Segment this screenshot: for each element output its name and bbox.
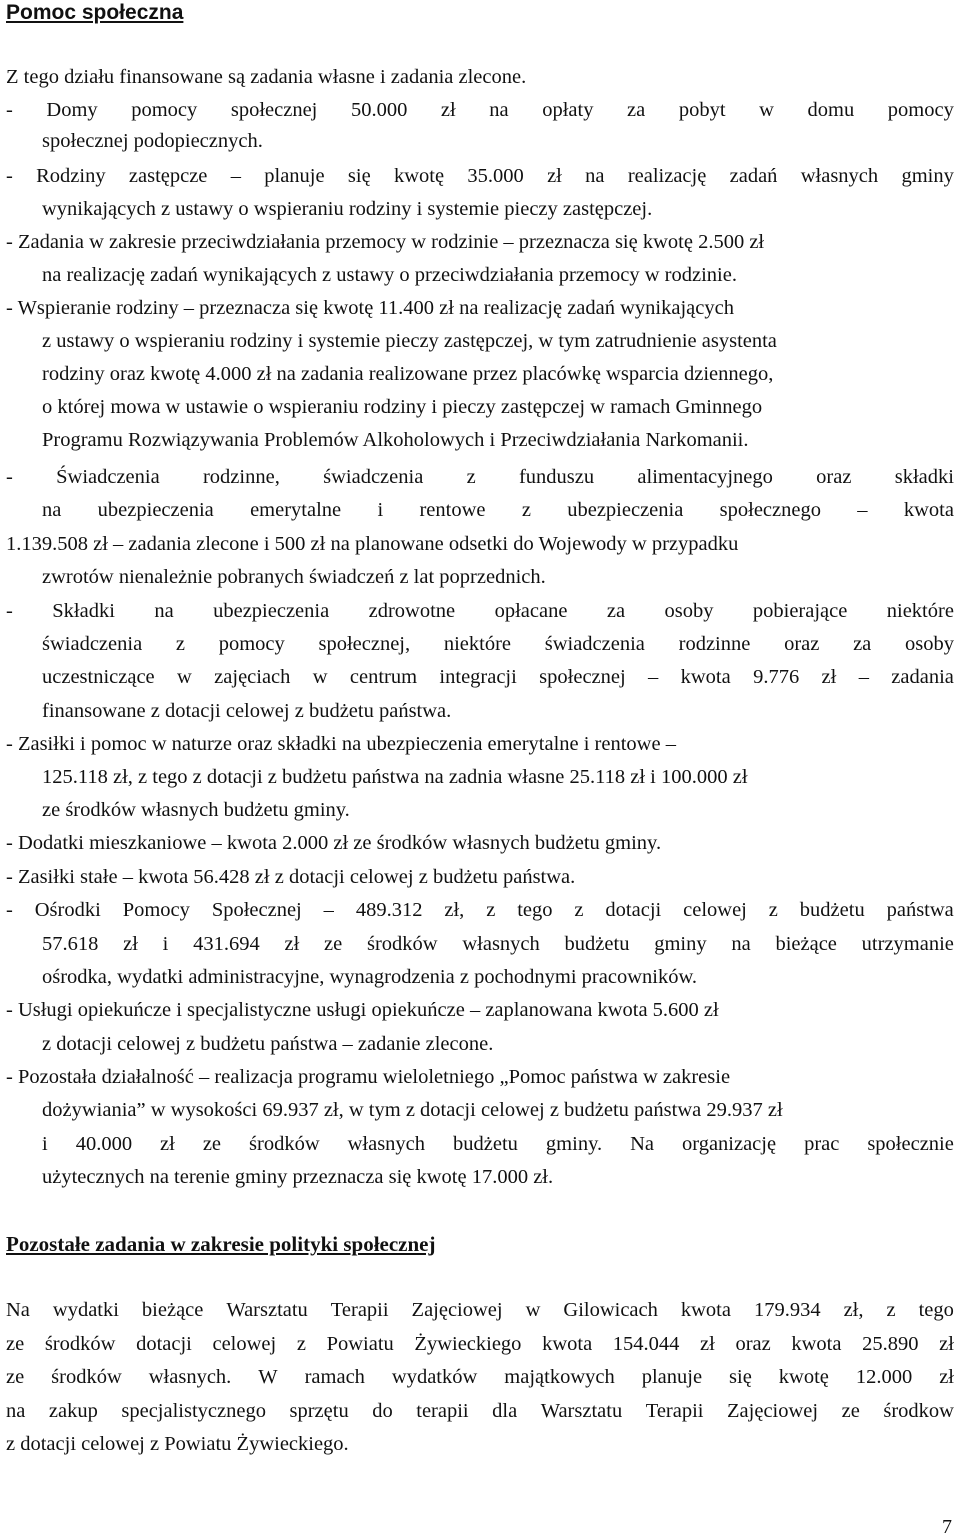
word: ubezpieczenia <box>213 600 330 622</box>
word: na <box>731 933 751 955</box>
word: wydatków <box>391 1366 478 1388</box>
word: celowej <box>683 899 747 921</box>
word: wydatki <box>52 1299 119 1321</box>
text-line: zwrotów nienależnie pobranych świadczeń z lat poprzednich. <box>42 566 546 588</box>
word: i <box>377 499 384 521</box>
text-line: - Zadania w zakresie przeciwdziałania przemocy w rodzinie – przeznacza się kwotę 2.500 zł <box>6 231 765 253</box>
word: opłacane <box>494 600 568 622</box>
word: organizację <box>681 1133 777 1155</box>
word: 40.000 <box>75 1133 133 1155</box>
text-line: wynikających z ustawy o wspieraniu rodziny i systemie pieczy zastępczej. <box>42 198 653 220</box>
word: planuje <box>641 1366 703 1388</box>
word: gminy <box>654 933 707 955</box>
word: ze <box>6 1366 25 1388</box>
text-line: - Usługi opiekuńcze i specjalistyczne usługi opiekuńcze – zaplanowana kwota 5.600 zł <box>6 999 719 1021</box>
word: do <box>372 1400 393 1422</box>
word: - <box>6 466 13 488</box>
word: społecznej <box>539 666 626 688</box>
text-line <box>42 631 954 657</box>
word: zdrowotne <box>368 600 456 622</box>
word: za <box>627 99 646 121</box>
word: w <box>312 666 328 688</box>
word: osoby <box>905 633 954 655</box>
text-line <box>42 497 954 523</box>
word: świadczenia <box>42 633 143 655</box>
word: Terapii <box>330 1299 389 1321</box>
word: niektóre <box>886 600 954 622</box>
word: 12.000 <box>855 1366 913 1388</box>
word: funduszu <box>518 466 595 488</box>
word: Domy <box>46 99 98 121</box>
text-line: finansowane z dotacji celowej z budżetu państwa. <box>42 700 452 722</box>
word: pobierające <box>752 600 848 622</box>
word: – <box>323 899 334 921</box>
word: ubezpieczenia <box>567 499 684 521</box>
word: społecznie <box>867 1133 954 1155</box>
word: społecznego <box>719 499 821 521</box>
word: zł <box>939 1366 954 1388</box>
word: kwota <box>791 1333 842 1355</box>
word: Warsztatu <box>540 1400 623 1422</box>
text-line: społecznej podopiecznych. <box>42 130 263 152</box>
word: budżetu <box>799 899 865 921</box>
word: realizację <box>627 165 707 187</box>
word: własnych <box>347 1133 426 1155</box>
word: Na <box>6 1299 30 1321</box>
word: społecznej, <box>318 633 411 655</box>
text-line <box>6 598 954 624</box>
word: 9.776 <box>753 666 800 688</box>
word: kwota <box>542 1333 593 1355</box>
word: alimentacyjnego <box>637 466 773 488</box>
text-line: - Dodatki mieszkaniowe – kwota 2.000 zł ze środków własnych budżetu gminy. <box>6 832 662 854</box>
word: zł, <box>843 1299 864 1321</box>
word: dotacji <box>136 1333 192 1355</box>
word: świadczenia <box>323 466 424 488</box>
word: i <box>162 933 169 955</box>
text-line: z ustawy o wspieraniu rodziny i systemie pieczy zastępczej, w tym zatrudnienie asystenta <box>42 330 777 352</box>
word: emerytalne <box>250 499 342 521</box>
word: budżetu <box>453 1133 518 1155</box>
word: zł <box>700 1333 715 1355</box>
text-line: Programu Rozwiązywania Problemów Alkoholowych i Przeciwdziałania Narkomanii. <box>42 429 749 451</box>
text-line: na realizację zadań wynikających z ustawy o przeciwdziałania przemocy w rodzinie. <box>42 264 737 286</box>
word: za <box>853 633 872 655</box>
word: ze <box>841 1400 860 1422</box>
word: Pomocy <box>122 899 190 921</box>
word: Społecznej <box>211 899 302 921</box>
word: Rodziny <box>36 165 106 187</box>
word: 25.890 <box>862 1333 919 1355</box>
word: zł <box>547 165 562 187</box>
word: na <box>42 499 62 521</box>
word: - <box>6 99 13 121</box>
word: w <box>177 666 192 688</box>
word: pobyt <box>678 99 726 121</box>
word: zł <box>440 99 456 121</box>
word: – <box>648 666 659 688</box>
word: zł <box>123 933 138 955</box>
word: Powiatu <box>326 1333 394 1355</box>
word: kwota <box>680 1299 731 1321</box>
text-line <box>6 1331 954 1357</box>
word: na <box>6 1400 26 1422</box>
word: majątkowych <box>504 1366 615 1388</box>
word: rodzinne, <box>202 466 280 488</box>
word: 179.934 <box>753 1299 821 1321</box>
text-line: 125.118 zł, z tego z dotacji z budżetu państwa na zadnia własne 25.118 zł i 100.000 zł <box>42 766 748 788</box>
word: prac <box>804 1133 840 1155</box>
word: gminy. <box>545 1133 603 1155</box>
word: Terapii <box>645 1400 704 1422</box>
text-line: - Zasiłki stałe – kwota 56.428 zł z dotacji celowej z budżetu państwa. <box>6 866 576 888</box>
word: środków <box>51 1366 122 1388</box>
word: środków <box>367 933 438 955</box>
word: 50.000 <box>350 99 408 121</box>
word: sprzętu <box>289 1400 349 1422</box>
text-line <box>6 1398 954 1424</box>
word: integracji <box>439 666 517 688</box>
word: ze <box>324 933 343 955</box>
text-line <box>6 163 954 189</box>
text-line: - Zasiłki i pomoc w naturze oraz składki na ubezpieczenia emerytalne i rentowe – <box>6 733 676 755</box>
text-line: - Pozostała działalność – realizacja programu wieloletniego „Pomoc państwa w zakresie <box>6 1066 731 1088</box>
word: kwota <box>680 666 731 688</box>
text-line <box>6 464 954 490</box>
word: i <box>42 1133 48 1155</box>
text-line: użytecznych na terenie gminy przeznacza się kwotę 17.000 zł. <box>42 1166 554 1188</box>
word: z <box>175 633 185 655</box>
word: Zajęciowej <box>727 1400 819 1422</box>
word: środkow <box>883 1400 954 1422</box>
word: z <box>521 499 531 521</box>
word: - <box>6 600 13 622</box>
section-heading: Pozostałe zadania w zakresie polityki społecznej <box>6 1232 436 1256</box>
word: środków <box>44 1333 116 1355</box>
word: bieżące <box>775 933 837 955</box>
word: z <box>466 466 476 488</box>
word: kwotę <box>393 165 445 187</box>
word: z <box>296 1333 306 1355</box>
word: środków <box>249 1133 320 1155</box>
word: Zajęciowej <box>411 1299 503 1321</box>
word: rentowe <box>419 499 486 521</box>
word: planuje <box>264 165 325 187</box>
word: bieżące <box>141 1299 204 1321</box>
word: Składki <box>52 600 115 622</box>
word: utrzymanie <box>861 933 954 955</box>
word: zł, <box>444 899 465 921</box>
word: centrum <box>349 666 418 688</box>
word: kwota <box>903 499 954 521</box>
word: w <box>759 99 774 121</box>
word: za <box>606 600 626 622</box>
text-line: 1.139.508 zł – zadania zlecone i 500 zł na planowane odsetki do Wojewody w przypadku <box>6 533 739 555</box>
word: własnych <box>800 165 879 187</box>
word: z <box>768 899 778 921</box>
text-line <box>42 931 954 957</box>
word: gminy <box>901 165 954 187</box>
word: 35.000 <box>467 165 524 187</box>
word: 57.618 <box>42 933 99 955</box>
word: ze <box>6 1333 25 1355</box>
text-line: rodziny oraz kwotę 4.000 zł na zadania realizowane przez placówkę wsparcia dziennego, <box>42 363 774 385</box>
word: opłaty <box>542 99 594 121</box>
word: oraz <box>816 466 852 488</box>
word: niektóre <box>443 633 512 655</box>
word: pomocy <box>218 633 285 655</box>
word: – <box>857 499 868 521</box>
section-heading: Pomoc społeczna <box>6 1 184 24</box>
text-line <box>42 664 954 690</box>
word: – <box>230 165 241 187</box>
word: zł <box>284 933 300 955</box>
word: ubezpieczenia <box>97 499 214 521</box>
text-line: z dotacji celowej z Powiatu Żywieckiego. <box>6 1433 349 1455</box>
word: dla <box>492 1400 518 1422</box>
word: dotacji <box>605 899 662 921</box>
word: ramach <box>304 1366 365 1388</box>
word: własnych. <box>148 1366 232 1388</box>
word: – <box>858 666 869 688</box>
word: zł <box>821 666 837 688</box>
word: na <box>154 600 174 622</box>
text-line: ośrodka, wydatki administracyjne, wynagrodzenia z pochodnymi pracowników. <box>42 966 698 988</box>
word: tego <box>517 899 553 921</box>
word: własnych <box>462 933 540 955</box>
word: z <box>574 899 584 921</box>
word: zł <box>160 1133 175 1155</box>
word: Gilowicach <box>563 1299 658 1321</box>
word: z <box>886 1299 896 1321</box>
word: państwa <box>886 899 954 921</box>
word: Świadczenia <box>56 466 160 488</box>
word: Warsztatu <box>226 1299 308 1321</box>
word: świadczenia <box>544 633 645 655</box>
word: składki <box>894 466 954 488</box>
word: w <box>525 1299 541 1321</box>
word: na <box>585 165 605 187</box>
word: Na <box>630 1133 654 1155</box>
word: ze <box>202 1133 222 1155</box>
word: W <box>258 1366 278 1388</box>
word: zadań <box>729 165 778 187</box>
word: domu <box>807 99 855 121</box>
word: na <box>489 99 509 121</box>
word: zadania <box>891 666 954 688</box>
text-line: dożywiania” w wysokości 69.937 zł, w tym z dotacji celowej z budżetu państwa 29.937 zł <box>42 1099 783 1121</box>
text-line: o której mowa w ustawie o wspieraniu rodziny i pieczy zastępczej w ramach Gminnego <box>42 396 763 418</box>
word: się <box>729 1366 752 1388</box>
page-number: 7 <box>942 1516 952 1538</box>
word: się <box>347 165 371 187</box>
word: tego <box>918 1299 954 1321</box>
word: z <box>486 899 496 921</box>
word: zajęciach <box>214 666 291 688</box>
word: zastępcze <box>128 165 208 187</box>
word: Żywieckiego <box>414 1333 522 1355</box>
word: - <box>6 165 13 187</box>
word: celowej <box>212 1333 277 1355</box>
word: zł <box>939 1333 954 1355</box>
word: oraz <box>784 633 820 655</box>
word: pomocy <box>887 99 954 121</box>
text-line <box>6 1364 954 1390</box>
text-line <box>6 897 954 923</box>
word: uczestniczące <box>42 666 155 688</box>
text-line: Z tego działu finansowane są zadania własne i zadania zlecone. <box>6 66 527 88</box>
word: Ośrodki <box>34 899 101 921</box>
word: budżetu <box>564 933 630 955</box>
word: specjalistycznego <box>121 1400 266 1422</box>
text-line: - Wspieranie rodziny – przeznacza się kwotę 11.400 zł na realizację zadań wynikających <box>6 297 734 319</box>
word: pomocy <box>131 99 198 121</box>
word: 489.312 <box>355 899 423 921</box>
word: - <box>6 899 13 921</box>
word: 154.044 <box>612 1333 680 1355</box>
word: 431.694 <box>193 933 260 955</box>
text-line <box>42 1131 954 1157</box>
word: kwotę <box>778 1366 829 1388</box>
word: osoby <box>664 600 714 622</box>
text-line: ze środków własnych budżetu gminy. <box>42 799 350 821</box>
word: zakup <box>48 1400 98 1422</box>
word: rodzinne <box>678 633 751 655</box>
text-line: z dotacji celowej z budżetu państwa – zadanie zlecone. <box>42 1033 494 1055</box>
text-line <box>6 1297 954 1323</box>
text-line <box>6 97 954 123</box>
word: społecznej <box>230 99 318 121</box>
word: oraz <box>735 1333 771 1355</box>
word: terapii <box>416 1400 469 1422</box>
